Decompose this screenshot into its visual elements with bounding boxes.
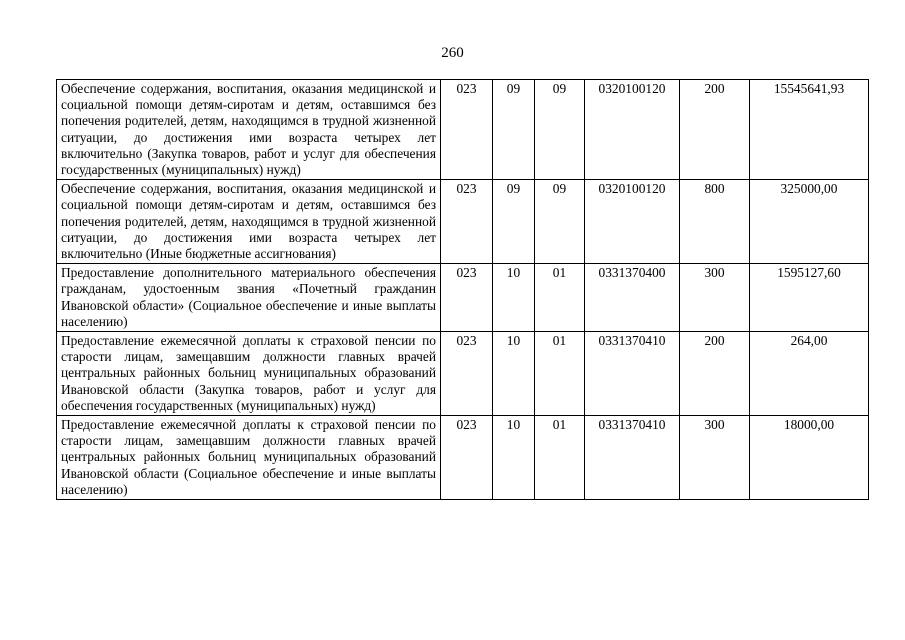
section-code: 10: [493, 332, 535, 416]
subsection-code: 09: [535, 80, 585, 180]
amount: 264,00: [750, 332, 869, 416]
expense-type-code: 200: [680, 332, 750, 416]
target-article-code: 0320100120: [585, 180, 680, 264]
page-number: 260: [441, 45, 464, 61]
ministry-code: 023: [441, 264, 493, 332]
subsection-code: 01: [535, 264, 585, 332]
ministry-code: 023: [441, 80, 493, 180]
expense-description: Обеспечение содержания, воспитания, оказания медицинской и социальной помощи детям-сиротам и детям, оставшимся без попечения родителей, детям, находящимся в трудной жизненной ситуации, до достижения ими возраста четырех лет включительно (Иные бюджетные ассигнования): [57, 180, 441, 264]
amount: 1595127,60: [750, 264, 869, 332]
subsection-code: 09: [535, 180, 585, 264]
expense-type-code: 300: [680, 416, 750, 500]
expense-description: Предоставление ежемесячной доплаты к страховой пенсии по старости лицам, замещавшим должности главных врачей центральных районных больниц муниципальных образований Ивановской области (Закупка товаров, работ и услуг для обеспечения государственных (муниципальных) нужд): [57, 332, 441, 416]
expense-description: Предоставление ежемесячной доплаты к страховой пенсии по старости лицам, замещавшим должности главных врачей центральных районных больниц муниципальных образований Ивановской области (Социальное обеспечение и иные выплаты населению): [57, 416, 441, 500]
target-article-code: 0331370410: [585, 416, 680, 500]
budget-table: [56, 79, 869, 500]
table-row: [57, 332, 869, 416]
table-row: [57, 80, 869, 180]
subsection-code: 01: [535, 332, 585, 416]
amount: 15545641,93: [750, 80, 869, 180]
section-code: 10: [493, 264, 535, 332]
target-article-code: 0331370410: [585, 332, 680, 416]
amount: 18000,00: [750, 416, 869, 500]
section-code: 09: [493, 80, 535, 180]
ministry-code: 023: [441, 180, 493, 264]
amount: 325000,00: [750, 180, 869, 264]
table-row: [57, 264, 869, 332]
table-row: [57, 180, 869, 264]
target-article-code: 0331370400: [585, 264, 680, 332]
ministry-code: 023: [441, 332, 493, 416]
expense-type-code: 300: [680, 264, 750, 332]
expense-description: Предоставление дополнительного материального обеспечения гражданам, удостоенным звания «Почетный гражданин Ивановской области» (Социальное обеспечение и иные выплаты населению): [57, 264, 441, 332]
ministry-code: 023: [441, 416, 493, 500]
expense-type-code: 200: [680, 80, 750, 180]
expense-description: Обеспечение содержания, воспитания, оказания медицинской и социальной помощи детям-сиротам и детям, оставшимся без попечения родителей, детям, находящимся в трудной жизненной ситуации, до достижения ими возраста четырех лет включительно (Закупка товаров, работ и услуг для обеспечения государственных (муниципальных) нужд): [57, 80, 441, 180]
section-code: 09: [493, 180, 535, 264]
target-article-code: 0320100120: [585, 80, 680, 180]
subsection-code: 01: [535, 416, 585, 500]
section-code: 10: [493, 416, 535, 500]
table-row: [57, 416, 869, 500]
expense-type-code: 800: [680, 180, 750, 264]
